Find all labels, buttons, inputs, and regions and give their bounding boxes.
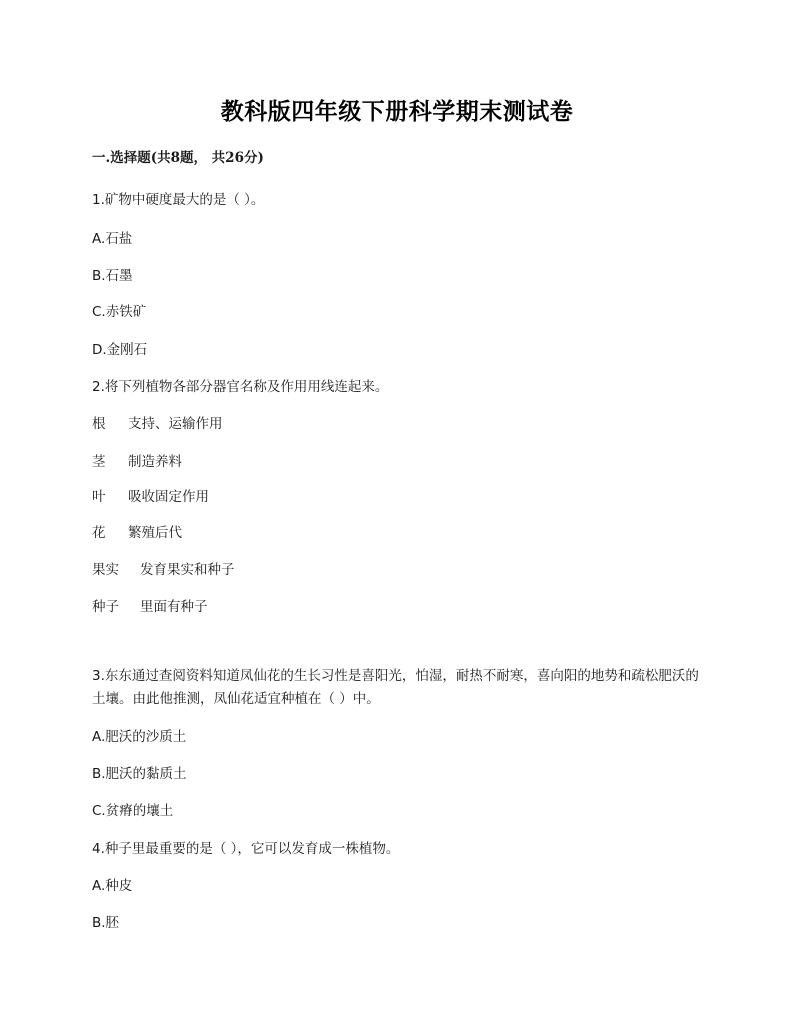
organ-label: 种子 <box>92 599 119 615</box>
organ-label: 根 <box>92 416 106 432</box>
matching-row <box>92 560 235 580</box>
function-label: 制造养料 <box>128 454 182 470</box>
question-1-option-d: D.金刚石 <box>92 342 148 358</box>
question-4-option-a: A.种皮 <box>92 878 133 894</box>
matching-row <box>92 452 182 472</box>
matching-row <box>92 597 208 617</box>
function-label: 支持、运输作用 <box>128 416 223 432</box>
organ-label: 果实 <box>92 562 119 578</box>
question-4-option-b: B.胚 <box>92 915 120 931</box>
question-2-stem: 2.将下列植物各部分器官名称及作用用线连起来。 <box>92 379 389 395</box>
question-1-option-a: A.石盐 <box>92 231 133 247</box>
matching-row <box>92 487 209 507</box>
question-1-option-b: B.石墨 <box>92 268 133 284</box>
question-1-stem: 1.矿物中硬度最大的是（ ）。 <box>92 192 265 208</box>
matching-row <box>92 523 182 543</box>
question-3-stem: 3.东东通过查阅资料知道凤仙花的生长习性是喜阳光，怕湿，耐热不耐寒，喜向阳的地势和疏松肥沃的土壤。由此他推测，凤仙花适宜种植在（ ）中。 <box>92 668 699 707</box>
organ-label: 茎 <box>92 454 106 470</box>
question-3-option-c: C.贫瘠的壤土 <box>92 803 174 819</box>
organ-label: 叶 <box>92 489 106 505</box>
matching-row <box>92 414 223 434</box>
function-label: 里面有种子 <box>140 599 208 615</box>
question-1-option-c: C.赤铁矿 <box>92 304 147 320</box>
function-label: 吸收固定作用 <box>128 489 209 505</box>
organ-label: 花 <box>92 525 106 541</box>
function-label: 繁殖后代 <box>128 525 182 541</box>
function-label: 发育果实和种子 <box>140 562 235 578</box>
question-4-stem: 4.种子里最重要的是（ ），它可以发育成一株植物。 <box>92 841 400 857</box>
question-3-option-a: A.肥沃的沙质土 <box>92 729 187 745</box>
page-title: 教科版四年级下册科学期末测试卷 <box>220 98 574 125</box>
section-heading: 一.选择题(共8题， 共26分) <box>92 150 264 166</box>
question-3-option-b: B.肥沃的黏质土 <box>92 766 187 782</box>
